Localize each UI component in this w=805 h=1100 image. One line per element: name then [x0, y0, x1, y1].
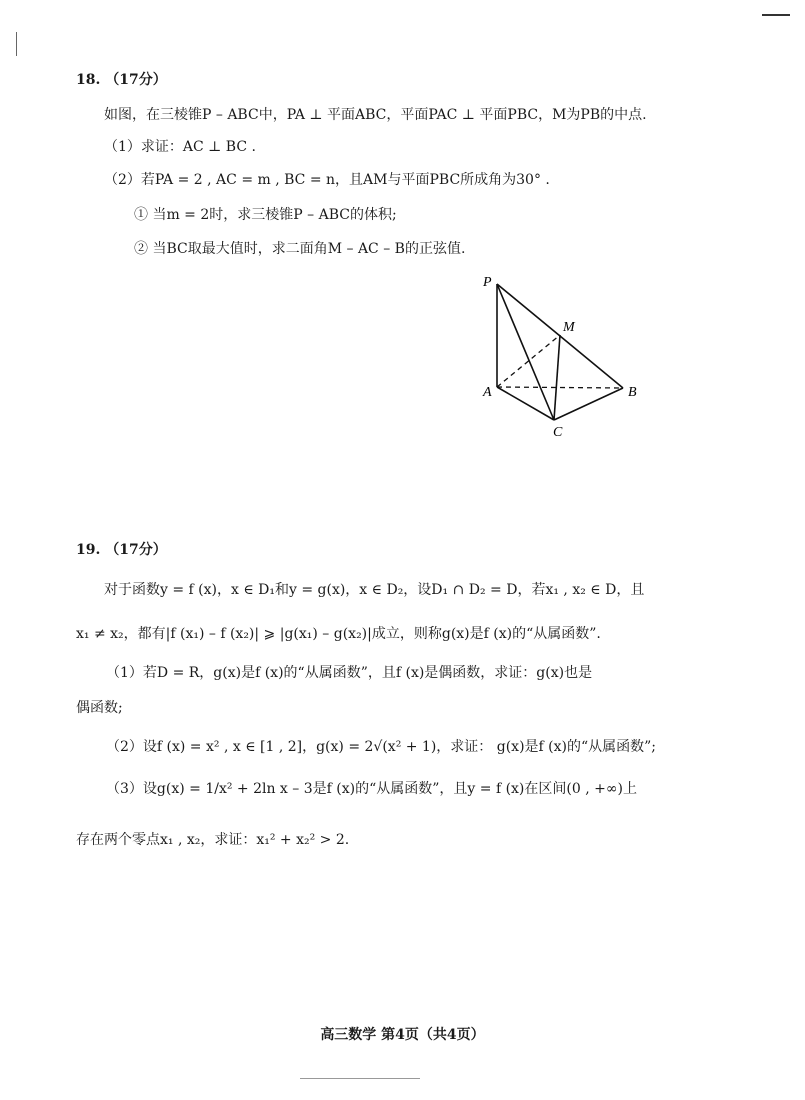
q19-part3a: （3）设g(x) = 1/x² + 2ln x – 3是f (x)的“从属函数”，且y = f (x)在区间(0 , +∞)上 [106, 781, 637, 797]
scan-mark-bottom [300, 1078, 420, 1079]
q19-part2: （2）设f (x) = x² , x ∈ [1 , 2]，g(x) = 2√(x² + 1)，求证： g(x)是f (x)的“从属函数”; [106, 739, 657, 755]
label-C: C [553, 425, 563, 440]
q18-part2: （2）若PA = 2 , AC = m , BC = n，且AM与平面PBC所成角为30° . [104, 172, 550, 188]
edge-PC [497, 284, 554, 420]
q18-sub1: ① 当m = 2时，求三棱锥P – ABC的体积; [134, 207, 397, 223]
q18-sub2: ② 当BC取最大值时，求二面角M – AC – B的正弦值. [134, 241, 466, 257]
q18-intro: 如图，在三棱锥P – ABC中，PA ⊥ 平面ABC，平面PAC ⊥ 平面PBC，M为PB的中点. [104, 107, 647, 123]
label-P: P [483, 275, 492, 290]
edge-BC [554, 388, 623, 420]
q19-part3b: 存在两个零点x₁ , x₂，求证：x₁² + x₂² > 2. [76, 832, 350, 848]
tetrahedron-figure [475, 272, 655, 442]
edge-AM-dashed [497, 335, 560, 387]
label-A: A [483, 385, 492, 400]
page-footer: 高三数学 第4页（共4页） [320, 1027, 485, 1043]
q19-part1b: 偶函数; [76, 700, 123, 716]
q18-header: 18. （17分） [76, 72, 167, 88]
q19-line1: 对于函数y = f (x)，x ∈ D₁和y = g(x)，x ∈ D₂，设D₁ ∩ D₂ = D，若x₁ , x₂ ∈ D，且 [104, 582, 645, 598]
scan-mark-top-right [762, 14, 790, 16]
edge-AC [497, 387, 554, 420]
q19-header: 19. （17分） [76, 542, 167, 558]
label-M: M [563, 320, 575, 335]
scan-mark-left-edge [16, 32, 17, 56]
edge-AB-dashed [497, 387, 623, 388]
q18-part1: （1）求证：AC ⊥ BC . [104, 139, 256, 155]
label-B: B [628, 385, 637, 400]
q19-part1a: （1）若D = R，g(x)是f (x)的“从属函数”，且f (x)是偶函数，求证：g(x)也是 [106, 665, 593, 681]
q19-line2: x₁ ≠ x₂，都有|f (x₁) – f (x₂)| ⩾ |g(x₁) – g(x₂)|成立，则称g(x)是f (x)的“从属函数”. [76, 626, 601, 642]
edge-MC [554, 335, 560, 420]
